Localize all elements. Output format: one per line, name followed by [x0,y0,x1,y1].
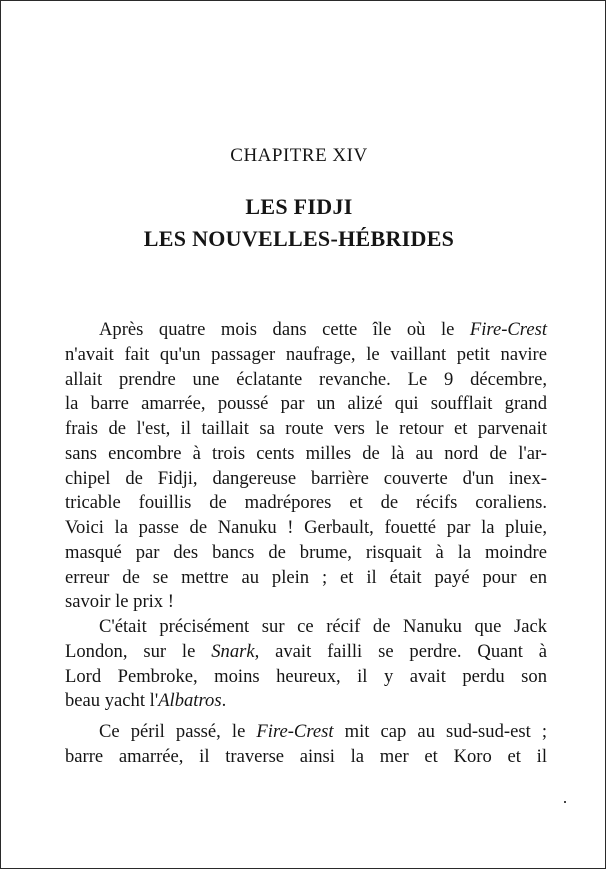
text-line: London, sur le Snark, avait failli se perdre. Quant à [65,640,547,662]
text-line: C'était précisément sur ce récif de Nanuku que Jack [99,616,547,637]
text-line: Lord Pembroke, moins heureux, il y avait perdu son [65,665,547,687]
text-line: masqué par des bancs de brume, risquait à la moindre [65,541,547,563]
text-line: barre amarrée, il traverse ainsi la mer et Koro et il [65,745,547,767]
page-speck [564,801,566,803]
body-text [65,318,547,770]
chapter-title-line-1: LES FIDJI [245,194,353,219]
text-line: Ce péril passé, le Fire-Crest mit cap au sud-sud-est ; [99,721,547,742]
chapter-title-line-2: LES NOUVELLES-HÉBRIDES [143,226,455,251]
chapter-number: CHAPITRE XIV [230,145,368,166]
text-line: n'avait fait qu'un passager naufrage, le vaillant petit navire [65,343,547,365]
text-line: Voici la passe de Nanuku ! Gerbault, fouetté par la pluie, [65,517,547,538]
text-line: savoir le prix ! [65,591,174,613]
text-line: beau yacht l'Albatros. [65,690,227,712]
text-line: allait prendre une éclatante revanche. Le 9 décembre, [65,368,547,390]
text-line: tricable fouillis de madrépores et de récifs coraliens. [65,492,547,514]
text-line: chipel de Fidji, dangereuse barrière couverte d'un inex- [65,467,547,489]
text-line: Après quatre mois dans cette île où le Fire-Crest [99,319,547,340]
text-line: frais de l'est, il taillait sa route vers le retour et parvenait [65,418,547,439]
text-line: erreur de se mettre au plein ; et il était payé pour en [65,566,547,588]
text-line: la barre amarrée, poussé par un alizé qui soufflait grand [65,393,547,415]
text-line: sans encombre à trois cents milles de là au nord de l'ar- [65,442,547,464]
chapter-title [1,191,597,255]
